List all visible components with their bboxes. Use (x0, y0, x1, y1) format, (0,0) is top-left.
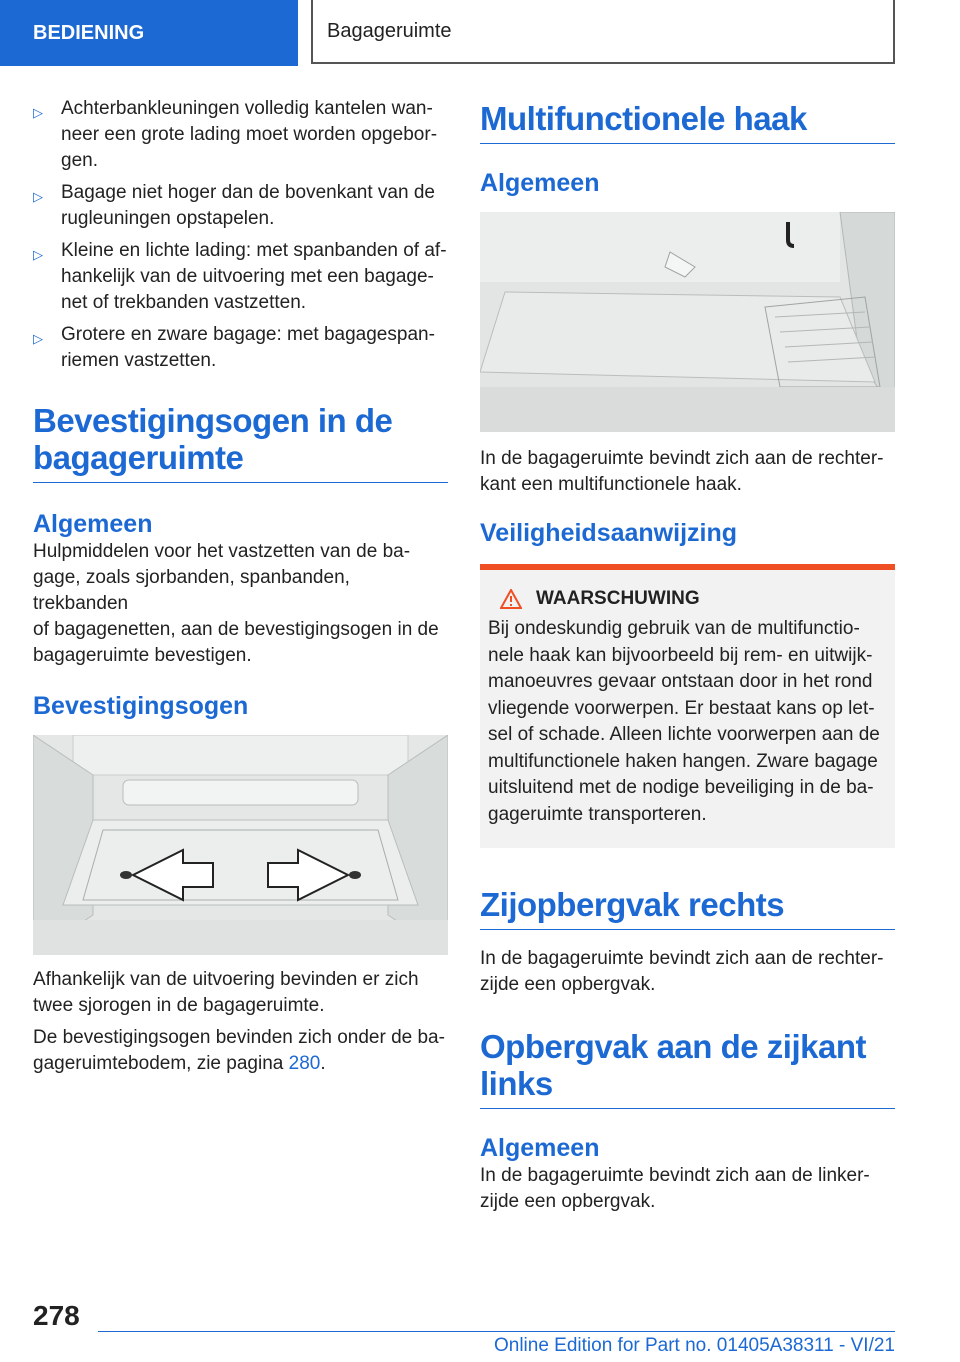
section-heading-opbergvak-links: Opbergvak aan de zijkant links (480, 1028, 895, 1109)
left-column (33, 96, 448, 1077)
edition-text: Online Edition for Part no. 01405A38311 - VI/21 (493, 1335, 895, 1356)
warning-triangle-icon (500, 589, 522, 609)
chapter-title: Bagageruimte (311, 0, 895, 64)
warning-header (488, 588, 887, 610)
paragraph: Hulpmiddelen voor het vastzetten van de ba- gage, zoals sjorbanden, spanbanden, trekbanden of bagagenetten, aan de bevestigingsogen in de bagageruimte bevestigen. (33, 541, 439, 666)
list-item: ▷ Kleine en lichte lading: met spanbanden of af- hankelijk van de uitvoering met een bagage- net of trekbanden vastzetten. (33, 240, 447, 313)
triangle-right-icon: ▷ (33, 189, 43, 204)
multifunction-hook-image (480, 212, 895, 432)
subheading-algemeen: Algemeen (480, 1134, 600, 1162)
paragraph: In de bagageruimte bevindt zich aan de rechter- kant een multifunctionele haak. (480, 448, 884, 495)
section-heading-multifunctionele-haak: Multifunctionele haak (480, 100, 895, 144)
page-number: 278 (33, 1300, 80, 1331)
warning-text: Bij ondeskundig gebruik van de multifunctio- nele haak kan bijvoorbeeld bij rem- en uitwijk- manoeuvres gevaar ontstaan door in het rond vliegende voorwerpen. Er bestaat kans op let- sel of schade. Alleen lichte voorwerpen aan de multifunctionele haken hangen. Zware bagage uitsluitend met de nodige beveiliging in de ba- gageruimte transporteren. (488, 618, 880, 825)
right-column (480, 100, 895, 1215)
subheading-veiligheidsaanwijzing: Veiligheidsaanwijzing (480, 519, 738, 547)
triangle-right-icon: ▷ (33, 247, 43, 262)
list-item: ▷ Grotere en zware bagage: met bagagespan- riemen vastzetten. (33, 324, 435, 371)
luggage-eyelets-image (33, 735, 448, 955)
section-tab: BEDIENING (0, 0, 298, 66)
page-reference-link[interactable]: 280 (288, 1053, 321, 1074)
section-heading-bevestigingsogen: Bevestigingsogen in de bagageruimte (33, 402, 448, 483)
subheading-bevestigingsogen: Bevestigingsogen (33, 692, 249, 720)
list-item: ▷ Bagage niet hoger dan de bovenkant van de rugleuningen opstapelen. (33, 182, 435, 229)
warning-title: WAARSCHUWING (536, 588, 700, 609)
subheading-algemeen: Algemeen (480, 169, 600, 197)
triangle-right-icon: ▷ (33, 105, 43, 120)
subheading-algemeen: Algemeen (33, 510, 153, 538)
section-heading-zijopbergvak: Zijopbergvak rechts (480, 886, 895, 930)
bullet-list (33, 96, 448, 374)
paragraph: In de bagageruimte bevindt zich aan de rechter- zijde een opbergvak. (480, 948, 884, 995)
list-item: ▷ Achterbankleuningen volledig kantelen wan- neer een grote lading moet worden opgebor- gen. (33, 98, 438, 171)
page-header (0, 0, 960, 66)
paragraph: Afhankelijk van de uitvoering bevinden er zich twee sjorogen in de bagageruimte. (33, 969, 419, 1016)
triangle-right-icon: ▷ (33, 331, 43, 346)
footer-divider (98, 1331, 895, 1332)
paragraph: In de bagageruimte bevindt zich aan de linker- zijde een opbergvak. (480, 1165, 870, 1212)
warning-box (480, 564, 895, 848)
paragraph: De bevestigingsogen bevinden zich onder de ba- gageruimtebodem, zie pagina 280. (33, 1027, 445, 1074)
